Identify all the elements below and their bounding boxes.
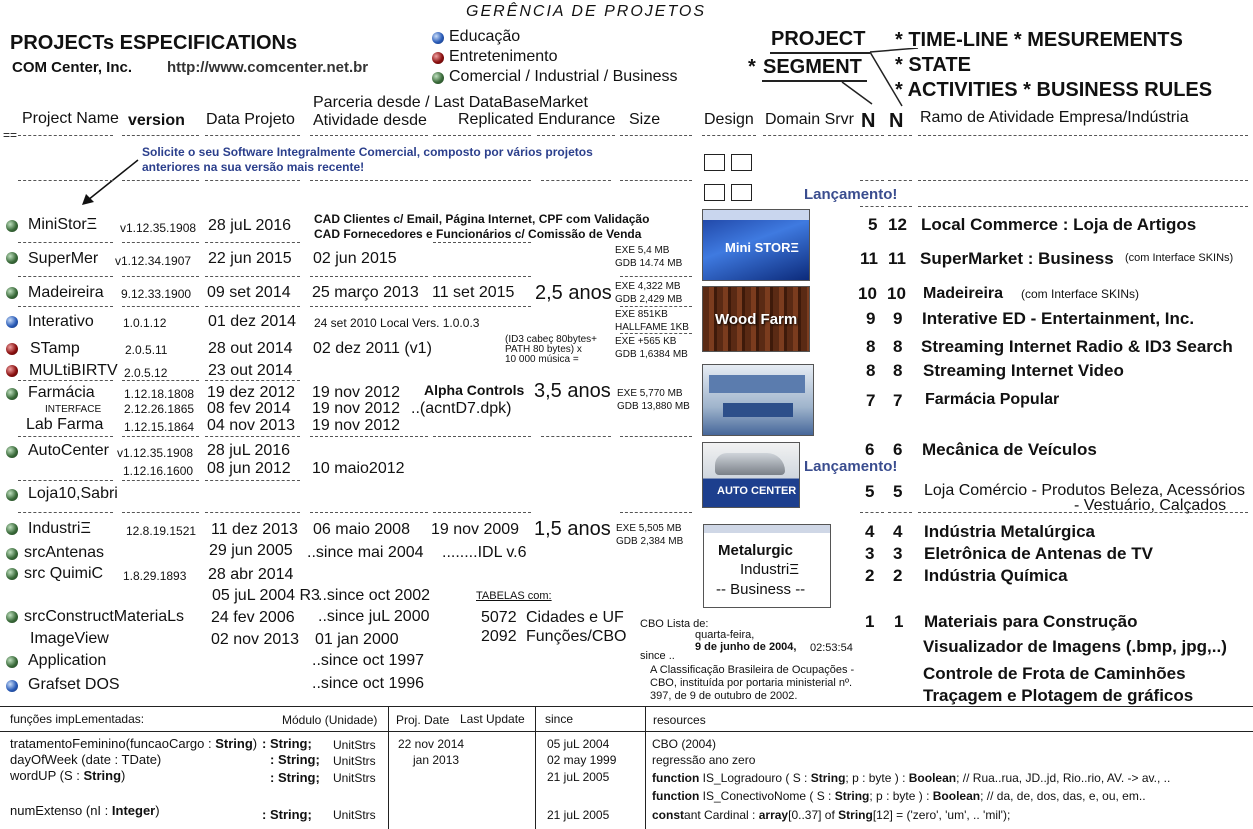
cbo-l5: A Classificação Brasileira de Ocupações - [650,664,855,676]
madeireira-parceria: 25 março 2013 [312,284,419,301]
functions-header-rule [0,731,1253,732]
autocenter-version: v1.12.35.1908 [117,446,194,460]
fn-row5-ret: : String; [262,807,312,822]
srcconstruct-name[interactable]: srcConstructMateriaLs [24,608,185,625]
multibirtv-version: 2.0.5.12 [124,366,168,380]
loja10-green-icon [6,489,18,501]
loja10-n2: 5 [893,482,903,501]
supermer-n2: 11 [888,249,906,268]
imageview-ramo: Visualizador de Imagens (.bmp, jpg,..) [923,637,1227,656]
legend-educacao: Educação [449,28,521,45]
tabelas-r1-num: 5072 [481,609,517,626]
cbo-l4: since .. [640,650,675,662]
fn-row2-sig: dayOfWeek (date : TDate) [10,752,162,767]
stamp-date: 28 out 2014 [208,340,293,357]
launch-label-1: Lançamento! [804,186,898,203]
fn-row3-unit: UnitStrs [333,771,376,785]
farmacia-date: 19 dez 2012 [207,384,296,401]
ministore-parceria-1: CAD Clientes c/ Email, Página Internet, CPF com Validação [314,212,650,226]
srcantenas-extra: ........IDL v.6 [442,544,527,561]
interativo-n2: 9 [893,309,903,328]
imageview-parceria: 01 jan 2000 [315,631,399,648]
fn-row2-res: regressão ano zero [652,753,756,767]
fn-row2-since: 02 may 1999 [547,753,617,767]
col-version: version [128,112,185,129]
madeireira-n2: 10 [887,284,906,303]
fn-row3-sig: wordUP (S : String) [10,768,126,783]
multibirtv-date: 23 out 2014 [208,362,293,379]
fn-row1-proj: 22 nov 2014 [398,737,465,751]
stamp-id3-2: PATH 80 bytes) x [505,344,582,355]
srcconstruct-ramo: Materiais para Construção [924,612,1138,631]
metal-thumb-sub: IndustriΞ [740,561,799,578]
farmacia-ramo: Farmácia Popular [925,391,1060,408]
madeireira-lastdb: 11 set 2015 [432,284,515,301]
fn-row5-res: constant Cardinal : array[0..37] of String[12] = ('zero', 'um', .. 'mil'); [652,808,1011,822]
col-design: Design [704,111,754,128]
stamp-gdb: GDB 1,6384 MB [615,349,688,360]
industri-market: 1,5 anos [534,518,611,540]
cbo-l3b: 02:53:54 [810,642,853,654]
interface-date: 08 fev 2014 [207,400,291,417]
imageview-date: 02 nov 2013 [211,631,300,648]
fn-row1-ret: : String; [262,736,312,751]
metal-thumb-business: -- Business -- [716,581,806,598]
interativo-blue-icon [6,316,18,328]
top-title: GERÊNCIA DE PROJETOS [466,3,707,20]
legend-blue-icon [432,32,444,44]
functions-col1: funções impLementadas: [10,712,145,726]
loja10-ramo-2: - Vestuário, Calçados [1074,497,1227,514]
application-parceria: ..since oct 1997 [312,652,425,669]
autocenter-name[interactable]: AutoCenter [28,442,109,459]
functions-top-rule [0,706,1253,707]
farmacia-n2: 7 [893,391,903,410]
multibirtv-n1: 8 [866,361,876,380]
tabelas-r1-label: Cidades e UF [526,609,624,626]
fn-row1-res: CBO (2004) [652,737,717,751]
interativo-n1: 9 [866,309,876,328]
srcantenas-name[interactable]: srcAntenas [24,544,105,561]
industri-lastdb: 19 nov 2009 [431,521,520,538]
srcconstruct-n2: 1 [894,612,904,631]
autocenter-date: 28 juL 2016 [207,442,291,459]
fn-row3-since: 21 juL 2005 [547,770,610,784]
interface-name[interactable]: INTERFACE [45,404,102,415]
stamp-red-icon [6,343,18,355]
supermer-name[interactable]: SuperMer [28,250,99,267]
ministore-n2: 12 [888,215,907,234]
interativo-ramo: Interative ED - Entertainment, Inc. [922,309,1195,328]
industri-gdb: GDB 2,384 MB [616,536,684,547]
application-green-icon [6,656,18,668]
ministore-thumb-text: Mini STORΞ [725,240,799,255]
notice-line2: anteriores na sua versão mais recente! [142,160,365,174]
srcantenas-ramo: Eletrônica de Antenas de TV [924,544,1153,563]
srcquimic-n1: 2 [865,566,875,585]
industri-date: 11 dez 2013 [211,521,298,538]
farmacia-thumbnail[interactable] [702,364,814,436]
arrow-icon [80,158,142,208]
functions-vline-3 [645,706,646,829]
col-lastdb-1: Last DataBase [434,94,539,111]
farmacia-exe: EXE 5,770 MB [617,388,683,399]
srcquimic-date: 28 abr 2014 [208,566,294,583]
autocenter-version2: 1.12.16.1600 [123,464,194,478]
stamp-n1: 8 [866,337,876,356]
interativo-gdb: HALLFAME 1KB [615,322,689,333]
loja10-ramo-1: Loja Comércio - Produtos Beleza, Acessórios [924,482,1246,499]
fn-row1-sig: tratamentoFeminino(funcaoCargo : String) [10,736,258,751]
company-url[interactable]: http://www.comcenter.net.br [167,59,369,76]
fn-row2-proj: jan 2013 [413,753,460,767]
industri-name[interactable]: IndustriΞ [28,520,91,537]
col-project-name: Project Name [22,110,119,127]
concept-segment-star: * [748,56,756,78]
supermer-n1: 11 [860,249,878,268]
cbo-l1: CBO Lista de: [640,618,709,630]
woodfarm-thumb-text: Wood Farm [715,311,798,328]
madeireira-version: 9.12.33.1900 [121,287,192,301]
madeireira-market: 2,5 anos [535,282,612,304]
interativo-exe: EXE 851KB [615,309,668,320]
ministore-ramo: Local Commerce : Loja de Artigos [921,215,1197,234]
srcquimic-green-icon [6,568,18,580]
ministore-n1: 5 [868,215,878,234]
madeireira-gdb: GDB 2,429 MB [615,294,683,305]
interface-extra: ..(acntD7.dpk) [411,400,512,417]
srcantenas-date: 29 jun 2005 [209,542,293,559]
fn-row3-res: function IS_Logradouro ( S : String; p : byte ) : Boolean; // Rua..rua, JD..jd, Rio..rio, AV. -> av., .. [652,771,1171,785]
metal-thumb-title: Metalurgic [718,542,794,559]
farmacia-market: 3,5 anos [534,380,611,402]
labfarma-version: 1.12.15.1864 [124,420,195,434]
fn-row1-unit: UnitStrs [333,738,376,752]
grafset-blue-icon [6,680,18,692]
labfarma-name[interactable]: Lab Farma [26,416,104,433]
autocenter-ramo: Mecânica de Veículos [922,440,1097,459]
cbo-l6: CBO, instituída por portaria ministerial nº. [650,677,853,689]
autocenter-green-icon [6,446,18,458]
farmacia-alpha: Alpha Controls [424,382,525,398]
col-n1: N [861,110,876,132]
ministore-thumbnail[interactable] [702,209,810,281]
application-ramo: Controle de Frota de Caminhões [923,664,1186,683]
col-data-projeto: Data Projeto [206,111,295,128]
autocenter-parceria2: 10 maio2012 [312,460,405,477]
farmacia-parceria: 19 nov 2012 [312,384,401,401]
stamp-parceria: 02 dez 2011 (v1) [313,340,432,357]
industri-version: 12.8.19.1521 [126,524,197,538]
srcconstruct-date: 24 fev 2006 [211,609,295,626]
company-name: COM Center, Inc. [12,59,133,76]
supermer-parceria: 02 jun 2015 [313,250,397,267]
farmacia-n1: 7 [866,391,876,410]
tabelas-title: TABELAS com: [476,590,552,602]
design-checkbox-3[interactable] [704,184,725,201]
labfarma-date: 04 nov 2013 [207,417,296,434]
loja10-name[interactable]: Loja10,Sabri [28,485,118,502]
fn-row4-res: function IS_ConectivoNome ( S : String; p : byte ) : Boolean; // da, de, dos, das, e, ou, em.. [652,789,1146,803]
srcquimic-version: 1.8.29.1893 [123,569,187,583]
multibirtv-ramo: Streaming Internet Video [923,361,1124,380]
woodfarm-thumbnail[interactable] [702,286,810,352]
ministore-name[interactable]: MiniStorΞ [28,216,98,233]
industri-ramo: Indústria Metalúrgica [924,522,1095,541]
cbo-l7: 397, de 9 de outubro de 2002. [650,690,798,702]
col-parceria-2: Atividade desde [313,112,427,129]
loja10-n1: 5 [865,482,875,501]
fn-row5-since: 21 juL 2005 [547,808,610,822]
col-ramo: Ramo de Atividade Empresa/Indústria [920,109,1189,126]
stamp-version: 2.0.5.11 [125,343,168,357]
srcconstruct-green-icon [6,611,18,623]
interativo-version: 1.0.1.12 [123,316,167,330]
legend-comercial: Comercial / Industrial / Business [449,68,678,85]
supermer-ramo: SuperMarket : Business [920,249,1114,268]
interface-version: 2.12.26.1865 [124,402,195,416]
stamp-n2: 8 [893,337,903,356]
autocenter-thumb-text: AUTO CENTER [717,485,797,497]
farmacia-version: 1.12.18.1808 [124,387,195,401]
srcquimic-ramo: Indústria Química [924,566,1068,585]
interativo-name[interactable]: Interativo [28,313,94,330]
grafset-name[interactable]: Grafset DOS [28,676,120,693]
stamp-exe: EXE +565 KB [615,336,677,347]
functions-col5: since [545,712,574,726]
legend-green-icon [432,72,444,84]
cbo-l3: 9 de junho de 2004, [695,641,797,653]
concept-segment: SEGMENT [763,56,862,78]
farmacia-name[interactable]: Farmácia [28,384,95,401]
fn-row1-since: 05 juL 2004 [547,737,610,751]
col-eq: == [3,128,18,142]
madeireira-ramo: Madeireira [923,285,1004,302]
srcconstruct-parceria: ..since juL 2000 [318,608,430,625]
industri-n2: 4 [893,522,903,541]
supermer-version: v1.12.34.1907 [115,254,192,268]
srcantenas-parceria: ..since mai 2004 [307,544,424,561]
ministore-parceria-2: CAD Fornecedores e Funcionários c/ Comissão de Venda [314,227,642,241]
fn-row5-unit: UnitStrs [333,808,376,822]
fn-row3-ret: : String; [270,770,320,785]
farmacia-gdb: GDB 13,880 MB [617,401,690,412]
autocenter-n2: 6 [893,440,903,459]
fn-row2-unit: UnitStrs [333,754,376,768]
supermer-date: 22 jun 2015 [208,250,292,267]
metalurgic-thumbnail[interactable] [703,524,831,608]
col-domain: Domain Srvr [765,111,854,128]
col-parceria-1: Parceria desde / [313,94,430,111]
supermer-gdb: GDB 14.74 MB [615,258,683,269]
legend-red-icon [432,52,444,64]
madeireira-date: 09 set 2014 [207,284,291,301]
col-lastdb-2: Replicated [458,111,534,128]
concept-line3: * ACTIVITIES * BUSINESS RULES [895,79,1213,101]
interativo-parceria: 24 set 2010 Local Vers. 1.0.0.3 [314,316,480,330]
functions-col3: Proj. Date [396,713,450,727]
srcconstruct-n1: 1 [865,612,875,631]
functions-col4: Last Update [460,712,525,726]
madeireira-ramo-note: (com Interface SKINs) [1021,287,1140,301]
grafset-ramo: Traçagem e Plotagem de gráficos [923,686,1194,705]
col-market-2: Endurance [538,111,616,128]
grafset-parceria: ..since oct 1996 [312,675,425,692]
functions-vline-1 [388,706,389,829]
col-n2: N [889,110,904,132]
madeireira-green-icon [6,287,18,299]
industri-parceria: 06 maio 2008 [313,521,410,538]
farmacia-green-icon [6,388,18,400]
interface-parceria: 19 nov 2012 [312,400,401,417]
ministore-green-icon [6,220,18,232]
madeireira-n1: 10 [858,284,877,303]
design-checkbox-1[interactable] [704,154,725,171]
stamp-id3-3: 10 000 música = [505,354,579,365]
industri-green-icon [6,523,18,535]
col-size: Size [629,111,661,128]
multibirtv-name[interactable]: MULtiBIRTV [29,362,118,379]
autocenter-n1: 6 [865,440,875,459]
application-name[interactable]: Application [28,652,107,669]
srcquimic-name[interactable]: src QuimiC [24,565,104,582]
ministore-date: 28 juL 2016 [208,217,292,234]
notice-line1: Solicite o seu Software Integralmente Comercial, composto por vários projetos [142,145,593,159]
cbo-l2: quarta-feira, [695,629,755,641]
imageview-name[interactable]: ImageView [30,630,109,647]
srcquimic-n2: 2 [893,566,903,585]
fn-row5-sig: numExtenso (nI : Integer) [10,803,160,818]
tabelas-r2-label: Funções/CBO [526,628,627,645]
industri-exe: EXE 5,505 MB [616,523,682,534]
page-title: PROJECTs ESPECIFICATIONs [10,32,298,54]
srcquimic-parceria2: ..since oct 2002 [318,587,431,604]
functions-col6: resources [653,713,706,727]
legend-entretenimento: Entretenimento [449,48,558,65]
srcantenas-n1: 3 [865,544,875,563]
tabelas-r2-num: 2092 [481,628,517,645]
autocenter-thumbnail[interactable] [702,442,800,508]
srcantenas-n2: 3 [893,544,903,563]
concept-line1: * TIME-LINE * MESUREMENTS [895,29,1183,51]
madeireira-exe: EXE 4,322 MB [615,281,681,292]
stamp-ramo: Streaming Internet Radio & ID3 Search [921,337,1233,356]
interativo-date: 01 dez 2014 [208,313,297,330]
supermer-ramo-note: (com Interface SKINs) [1125,252,1234,264]
srcantenas-green-icon [6,548,18,560]
industri-n1: 4 [865,522,875,541]
fn-row2-ret: : String; [270,752,320,767]
multibirtv-n2: 8 [893,361,903,380]
ministore-version: v1.12.35.1908 [120,221,197,235]
design-checkbox-2[interactable] [731,154,752,171]
multibirtv-red-icon [6,365,18,377]
launch-label-2: Lançamento! [804,458,898,475]
design-checkbox-4[interactable] [731,184,752,201]
functions-vline-2 [535,706,536,829]
functions-col2: Módulo (Unidade) [282,713,378,727]
autocenter-date2: 08 jun 2012 [207,460,291,477]
labfarma-parceria: 19 nov 2012 [312,417,401,434]
supermer-exe: EXE 5,4 MB [615,245,670,256]
supermer-green-icon [6,252,18,264]
col-market-1: Market [539,94,588,111]
srcquimic-date2: 05 juL 2004 R3 [212,587,320,604]
stamp-name[interactable]: STamp [30,340,80,357]
concept-project: PROJECT [771,28,866,50]
concept-line2: * STATE [895,54,971,76]
stamp-id3-1: (ID3 cabeç 80bytes+ [505,334,597,345]
madeireira-name[interactable]: Madeireira [28,284,104,301]
